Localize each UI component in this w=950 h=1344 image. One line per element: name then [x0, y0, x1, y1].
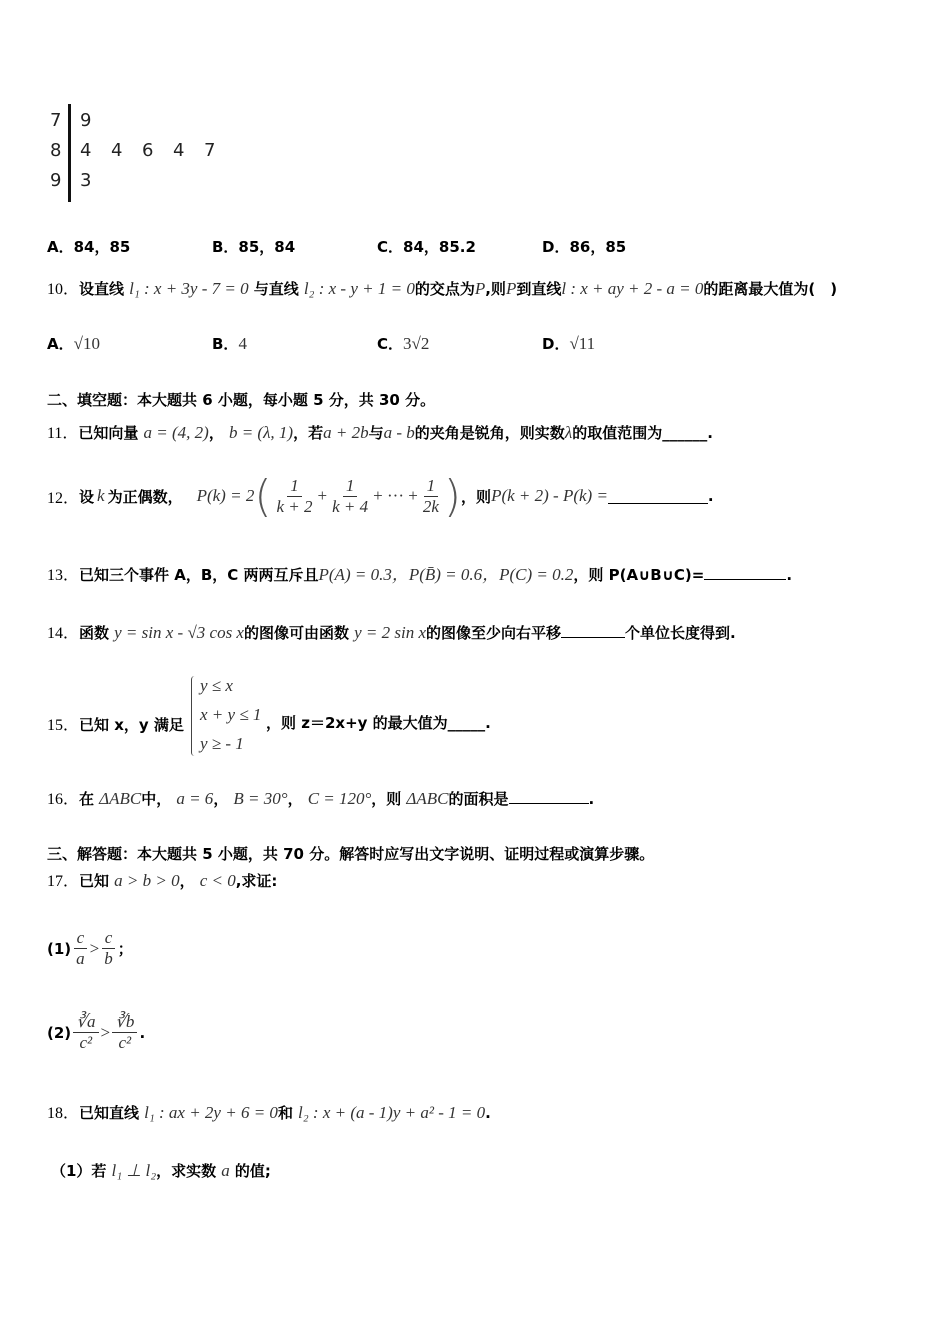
- constraint-1: y ≤ x: [200, 676, 233, 695]
- stem-7: 7: [50, 110, 62, 131]
- q17: 17．已知 a > b > 0， c < 0,求证:: [47, 871, 278, 890]
- q17-part-1: (1) $\frac{c}{a}$ > $\frac{c}{b}$ ；: [47, 928, 133, 968]
- q18-part-1: （1）若 l₁ ⊥ l₂，求实数 a 的值;: [51, 1161, 271, 1180]
- q16: 16．在 ΔABC中， a = 6， B = 30°， C = 120°，则 ΔABC的面积是 .: [47, 789, 595, 808]
- answer-blank: [509, 789, 589, 804]
- question-number: 13．: [47, 567, 80, 584]
- q15-stem: 15．已知 x，y 满足: [47, 716, 184, 734]
- q18: 18．已知直线 l₁ : ax + 2y + 6 = 0和 l₂ : x + (a - 1)y + a² - 1 = 0.: [47, 1103, 491, 1122]
- q15-ask: ，则 z＝2x+y 的最大值为_____.: [266, 714, 491, 732]
- q10-stem: 10．设直线 l₁ : x + 3y - 7 = 0 与直线 l₂ : x - y + 1 = 0的交点为P,则P到直线l : x + ay + 2 - a = 0的距离最大值为( ): [47, 279, 838, 298]
- q10-option-a: A．√10: [47, 334, 100, 353]
- q13: 13．已知三个事件 A，B，C 两两互斥且P(A) = 0.3，P(B̄) = 0.6，P(C) = 0.2，则 P(A∪B∪C)= .: [47, 565, 793, 584]
- question-number: 14．: [47, 625, 80, 642]
- leaf: 6: [142, 140, 154, 161]
- answer-blank: [704, 565, 786, 580]
- q17-part-2: (2) $\frac{∛a}{\text{c²}}$ > $\frac{∛b}{\text{c²}}$ .: [47, 1012, 146, 1052]
- leaf: 4: [111, 140, 123, 161]
- q10-option-b: B．4: [212, 334, 247, 353]
- line-l1: l₁ : x + 3y - 7 = 0: [129, 279, 249, 298]
- leaf: 4: [173, 140, 185, 161]
- question-number: 10．: [47, 281, 80, 298]
- system-brace: [191, 676, 198, 756]
- constraint-3: y ≥ - 1: [200, 734, 244, 753]
- q14: 14．函数 y = sin x - √3 cos x的图像可由函数 y = 2 sin x的图像至少向右平移 个单位长度得到.: [47, 623, 736, 642]
- answer-blank: [608, 489, 708, 504]
- leaf: 3: [80, 170, 92, 191]
- leaf: 9: [80, 110, 92, 131]
- q12: 12． 设 k 为正偶数， P(k) = 2 ( $\frac{1}{k + 2}$ + $\frac{1}{k + 4}$ + ··· + $\frac{1}{2k}$ ) ，则 P(k + 2) - P(k) = .: [47, 470, 714, 522]
- constraint-2: x + y ≤ 1: [200, 705, 262, 724]
- question-number: 11．: [47, 425, 79, 442]
- q10-option-d: D．√11: [542, 334, 596, 353]
- question-number: 12．: [47, 489, 80, 507]
- question-number: 16．: [47, 791, 80, 808]
- stem-8: 8: [50, 140, 62, 161]
- question-number: 15．: [47, 717, 80, 734]
- stem-divider: [68, 104, 71, 202]
- q9-option-b: B．85，84: [212, 238, 296, 256]
- line-l: l : x + ay + 2 - a = 0: [561, 279, 704, 298]
- answer-blank: [561, 623, 625, 638]
- section-2-heading: 二、填空题：本大题共 6 小题，每小题 5 分，共 30 分。: [47, 391, 436, 409]
- q11: 11．已知向量 a = (4, 2)， b = (λ, 1)，若a + 2b与a - b的夹角是锐角，则实数λ的取值范围为______.: [47, 423, 713, 442]
- stem-9: 9: [50, 170, 62, 191]
- q10-option-c: C．3√2: [377, 334, 430, 353]
- line-l2: l₂ : x - y + 1 = 0: [303, 279, 415, 298]
- leaf: 7: [204, 140, 216, 161]
- question-number: 18．: [47, 1105, 80, 1122]
- q9-option-c: C．84，85.2: [377, 238, 476, 256]
- question-number: 17．: [47, 873, 80, 890]
- section-3-heading: 三、解答题：本大题共 5 小题，共 70 分。解答时应写出文字说明、证明过程或演算步骤。: [47, 845, 655, 863]
- leaf: 4: [80, 140, 92, 161]
- q9-option-a: A．84，85: [47, 238, 131, 256]
- q9-option-d: D．86，85: [542, 238, 627, 256]
